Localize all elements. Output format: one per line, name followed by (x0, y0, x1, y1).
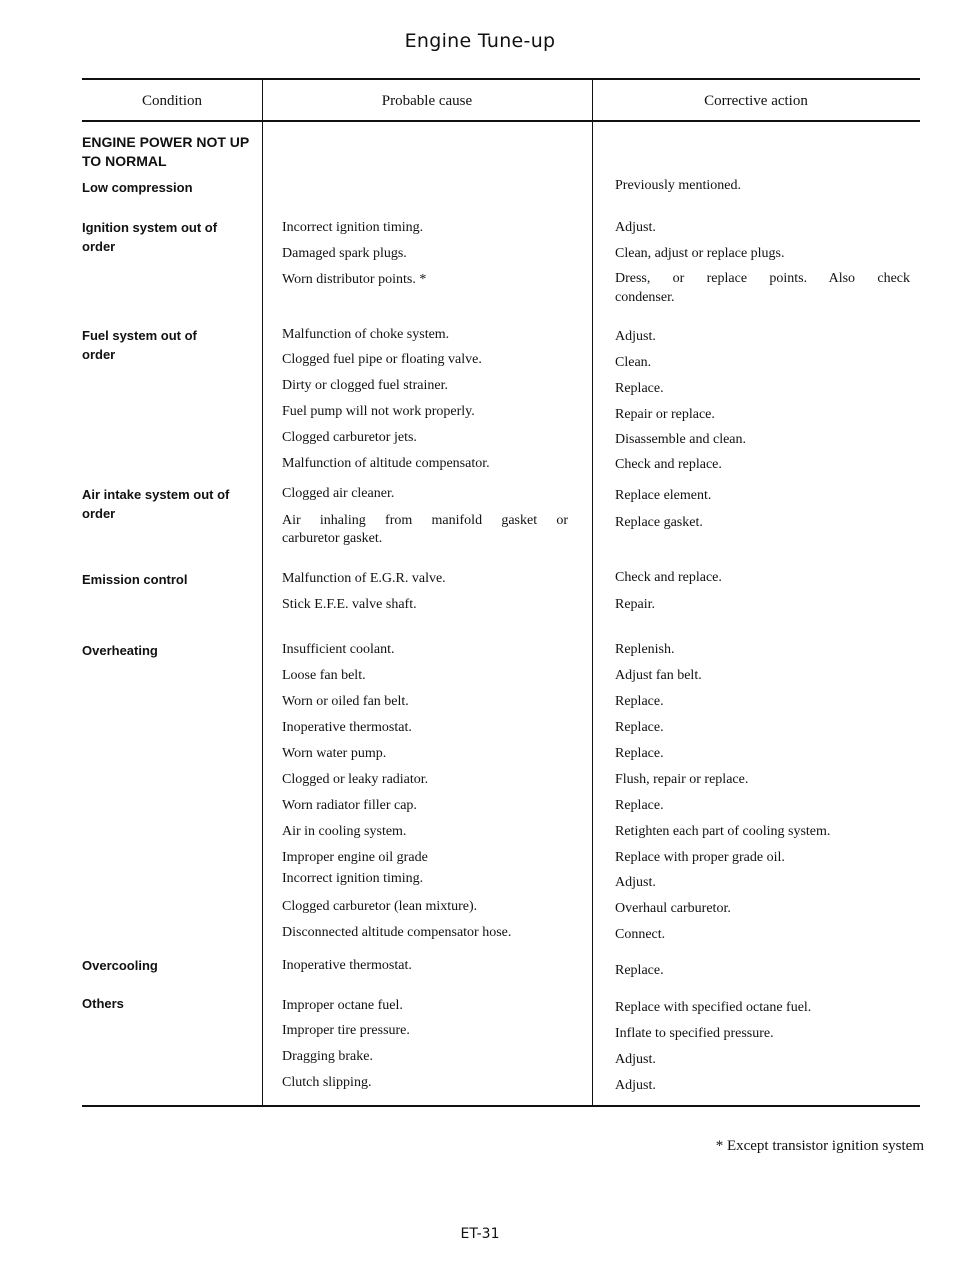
action-item: Replenish. (615, 642, 675, 657)
page-number: ET-31 (460, 1226, 500, 1242)
cause-item: Clogged fuel pipe or floating valve. (282, 352, 482, 367)
action-item: Connect. (615, 927, 666, 942)
cause-item: Damaged spark plugs. (282, 246, 407, 261)
action-item: Replace. (615, 746, 664, 761)
condition-others: Others (82, 996, 124, 1011)
cause-item: Insufficient coolant. (282, 642, 395, 657)
action-item: Clean. (615, 355, 652, 370)
cause-item: Dragging brake. (282, 1049, 373, 1064)
cause-item: Inoperative thermostat. (282, 958, 412, 973)
action-item: Dress, or replace points. Also check (615, 271, 910, 286)
cause-item: Stick E.F.E. valve shaft. (282, 597, 417, 612)
action-item: Replace gasket. (615, 515, 703, 530)
action-item: Clean, adjust or replace plugs. (615, 246, 785, 261)
header-probable-cause: Probable cause (381, 93, 473, 109)
action-item: Repair. (615, 597, 656, 612)
cause-item: Loose fan belt. (282, 668, 366, 683)
cause-item: Malfunction of E.G.R. valve. (282, 571, 446, 586)
action-item: Inflate to specified pressure. (615, 1026, 774, 1041)
action-item: Replace element. (615, 488, 712, 503)
action-item: Repair or replace. (615, 407, 715, 422)
cause-item: Clogged air cleaner. (282, 486, 395, 501)
cause-item: Clogged or leaky radiator. (282, 772, 429, 787)
condition-emission-control: Emission control (82, 572, 188, 587)
cause-item: Worn distributor points. * (282, 272, 427, 287)
condition-overcooling: Overcooling (82, 958, 158, 973)
action-item: Adjust. (615, 220, 656, 235)
column-divider-2 (592, 80, 593, 1105)
cause-item: Air inhaling from manifold gasket or (282, 513, 568, 528)
cause-item: Dirty or clogged fuel strainer. (282, 378, 449, 393)
column-divider-1 (262, 80, 263, 1105)
action-item: Replace with specified octane fuel. (615, 1000, 812, 1015)
cause-item: Improper engine oil grade (282, 850, 428, 865)
cause-item: Malfunction of altitude compensator. (282, 456, 490, 471)
condition-overheating: Overheating (82, 643, 158, 658)
action-item: Adjust. (615, 1078, 656, 1093)
action-item: Adjust. (615, 329, 656, 344)
header-bottom-rule (82, 120, 920, 122)
table-bottom-rule (82, 1105, 920, 1107)
header-corrective-action: Corrective action (704, 93, 808, 109)
condition-low-compression: Low compression (82, 180, 193, 195)
section-title: ENGINE POWER NOT UP TO NORMAL (82, 134, 249, 169)
condition-ignition-system: Ignition system out of order (82, 220, 218, 254)
cause-item: Malfunction of choke system. (282, 327, 450, 342)
cause-item: Clutch slipping. (282, 1075, 372, 1090)
cause-item: Clogged carburetor (lean mixture). (282, 899, 478, 914)
action-item: Check and replace. (615, 570, 722, 585)
cause-item: Worn or oiled fan belt. (282, 694, 409, 709)
action-item: Flush, repair or replace. (615, 772, 749, 787)
action-item: Replace with proper grade oil. (615, 850, 785, 865)
action-item: Adjust. (615, 1052, 656, 1067)
cause-item: Incorrect ignition timing. (282, 220, 424, 235)
cause-item: Improper tire pressure. (282, 1023, 410, 1038)
cause-item: carburetor gasket. (282, 531, 383, 546)
action-item: Disassemble and clean. (615, 432, 747, 447)
cause-item: Worn water pump. (282, 746, 387, 761)
condition-air-intake-system: Air intake system out of order (82, 487, 230, 521)
action-item: Adjust fan belt. (615, 668, 702, 683)
table-top-rule (82, 78, 920, 80)
action-item: Adjust. (615, 875, 656, 890)
action-item: Replace. (615, 381, 664, 396)
action-item: Replace. (615, 798, 664, 813)
action-item: condenser. (615, 290, 675, 305)
cause-item: Clogged carburetor jets. (282, 430, 417, 445)
cause-item: Disconnected altitude compensator hose. (282, 925, 512, 940)
action-item: Replace. (615, 963, 664, 978)
cause-item: Incorrect ignition timing. (282, 871, 424, 886)
action-item: Replace. (615, 694, 664, 709)
action-item: Check and replace. (615, 457, 722, 472)
action-item: Retighten each part of cooling system. (615, 824, 831, 839)
page-title: Engine Tune-up (404, 30, 556, 52)
cause-item: Worn radiator filler cap. (282, 798, 417, 813)
action-item: Replace. (615, 720, 664, 735)
action-item: Previously mentioned. (615, 178, 741, 193)
cause-item: Improper octane fuel. (282, 998, 403, 1013)
header-condition: Condition (141, 93, 202, 109)
cause-item: Air in cooling system. (282, 824, 407, 839)
cause-item: Inoperative thermostat. (282, 720, 412, 735)
condition-fuel-system: Fuel system out of order (82, 328, 197, 362)
footnote: * Except transistor ignition system (715, 1138, 924, 1154)
action-item: Overhaul carburetor. (615, 901, 731, 916)
cause-item: Fuel pump will not work properly. (282, 404, 475, 419)
